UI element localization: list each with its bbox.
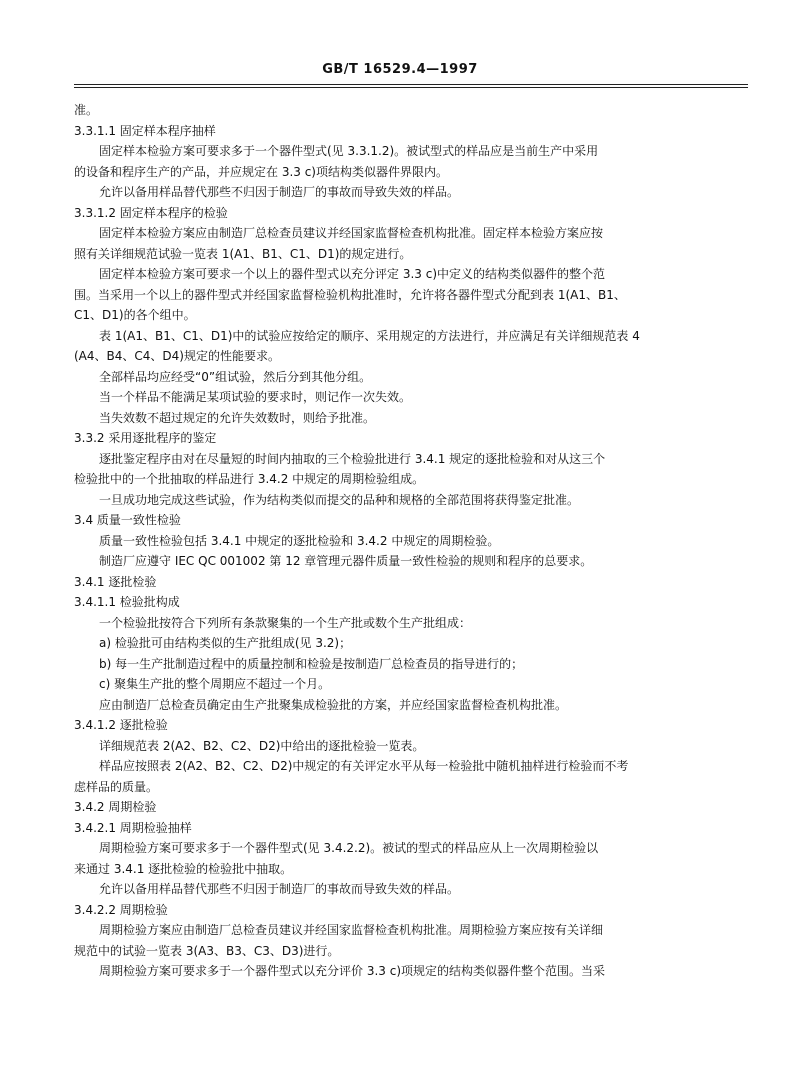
text-line: 3.3.1.1 固定样本程序抽样 [74,123,216,138]
text-line: 逐批鉴定程序由对在尽量短的时间内抽取的三个检验批进行 3.4.1 规定的逐批检验和对从这三个 [99,451,606,466]
text-line: 应由制造厂总检查员确定由生产批聚集成检验批的方案，并应经国家监督检查机构批准。 [99,697,568,712]
text-line: 3.3.1.2 固定样本程序的检验 [74,205,228,220]
text-line: 全部样品均应经受“0”组试验，然后分到其他分组。 [99,369,372,384]
text-line: 样品应按照表 2(A2、B2、C2、D2)中规定的有关评定水平从每一检验批中随机抽样进行检验而不考 [99,759,629,773]
text-line: 3.4.1.2 逐批检验 [74,718,168,732]
text-line: 当一个样品不能满足某项试验的要求时，则记作一次失效。 [99,390,412,404]
header-rule [74,84,748,85]
text-line: 固定样本检验方案可要求多于一个器件型式(见 3.3.1.2)。被试型式的样品应是当前生产中采用 [99,144,599,158]
text-line: 固定样本检验方案应由制造厂总检查员建议并经国家监督检查机构批准。固定样本检验方案应按 [99,226,604,240]
text-line: 表 1(A1、B1、C1、D1)中的试验应按给定的顺序、采用规定的方法进行，并应满足有关详细规范表 4 [99,328,640,343]
text-line: 允许以备用样品替代那些不归因于制造厂的事故而导致失效的样品。 [99,882,460,896]
text-line: C1、D1)的各个组中。 [74,308,196,322]
text-line: 规范中的试验一览表 3(A3、B3、C3、D3)进行。 [74,943,340,958]
text-line: 3.3.2 采用逐批程序的鉴定 [74,431,217,445]
text-line: 围。当采用一个以上的器件型式并经国家监督检验机构批准时，允许将各器件型式分配到表 1(A1、B1、 [74,287,626,302]
text-line: 检验批中的一个批抽取的样品进行 3.4.2 中规定的周期检验组成。 [74,472,425,486]
text-line: c) 聚集生产批的整个周期应不超过一个月。 [99,677,331,691]
text-line: 的设备和程序生产的产品，并应规定在 3.3 c)项结构类似器件界限内。 [74,164,448,179]
text-line: 3.4.1.1 检验批构成 [74,595,180,609]
text-line: a) 检验批可由结构类似的生产批组成(见 3.2)； [99,636,352,650]
text-line: 准。 [74,103,99,117]
text-line: 固定样本检验方案可要求一个以上的器件型式以充分评定 3.3 c)中定义的结构类似器件的整个范 [99,267,605,281]
text-line: 制造厂应遵守 IEC QC 001002 第 12 章管理元器件质量一致性检验的规则和程序的总要求。 [99,554,593,568]
text-line: 3.4.2.2 周期检验 [74,902,168,917]
text-line: 一旦成功地完成这些试验，作为结构类似而提交的品种和规格的全部范围将获得鉴定批准。 [99,492,580,507]
text-line: (A4、B4、C4、D4)规定的性能要求。 [74,349,280,363]
text-line: 周期检验方案应由制造厂总检查员建议并经国家监督检查机构批准。周期检验方案应按有关详细 [99,923,604,937]
standard-number-header: GB/T 16529.4—1997 [322,62,478,77]
text-line: 质量一致性检验包括 3.4.1 中规定的逐批检验和 3.4.2 中规定的周期检验。 [99,533,500,548]
document-body [74,100,748,982]
text-line: 照有关详细规范试验一览表 1(A1、B1、C1、D1)的规定进行。 [74,246,412,261]
text-line: 3.4.2.1 周期检验抽样 [74,820,192,835]
header-rule-secondary [74,87,748,88]
text-line: 3.4 质量一致性检验 [74,513,181,527]
text-line: b) 每一生产批制造过程中的质量控制和检验是按制造厂总检查员的指导进行的； [99,656,524,671]
text-line: 周期检验方案可要求多于一个器件型式(见 3.4.2.2)。被试的型式的样品应从上一次周期检验以 [99,841,599,855]
text-line: 详细规范表 2(A2、B2、C2、D2)中给出的逐批检验一览表。 [99,738,425,753]
text-line: 周期检验方案可要求多于一个器件型式以充分评价 3.3 c)项规定的结构类似器件整个范围。当采 [99,964,605,978]
text-line: 当失效数不超过规定的允许失效数时，则给予批准。 [99,410,376,425]
text-line: 允许以备用样品替代那些不归因于制造厂的事故而导致失效的样品。 [99,185,460,199]
text-line: 来通过 3.4.1 逐批检验的检验批中抽取。 [74,861,293,876]
text-line: 3.4.1 逐批检验 [74,574,157,589]
text-line: 3.4.2 周期检验 [74,800,157,814]
text-line: 一个检验批按符合下列所有条款聚集的一个生产批或数个生产批组成： [99,615,472,630]
text-line: 虑样品的质量。 [74,779,159,794]
